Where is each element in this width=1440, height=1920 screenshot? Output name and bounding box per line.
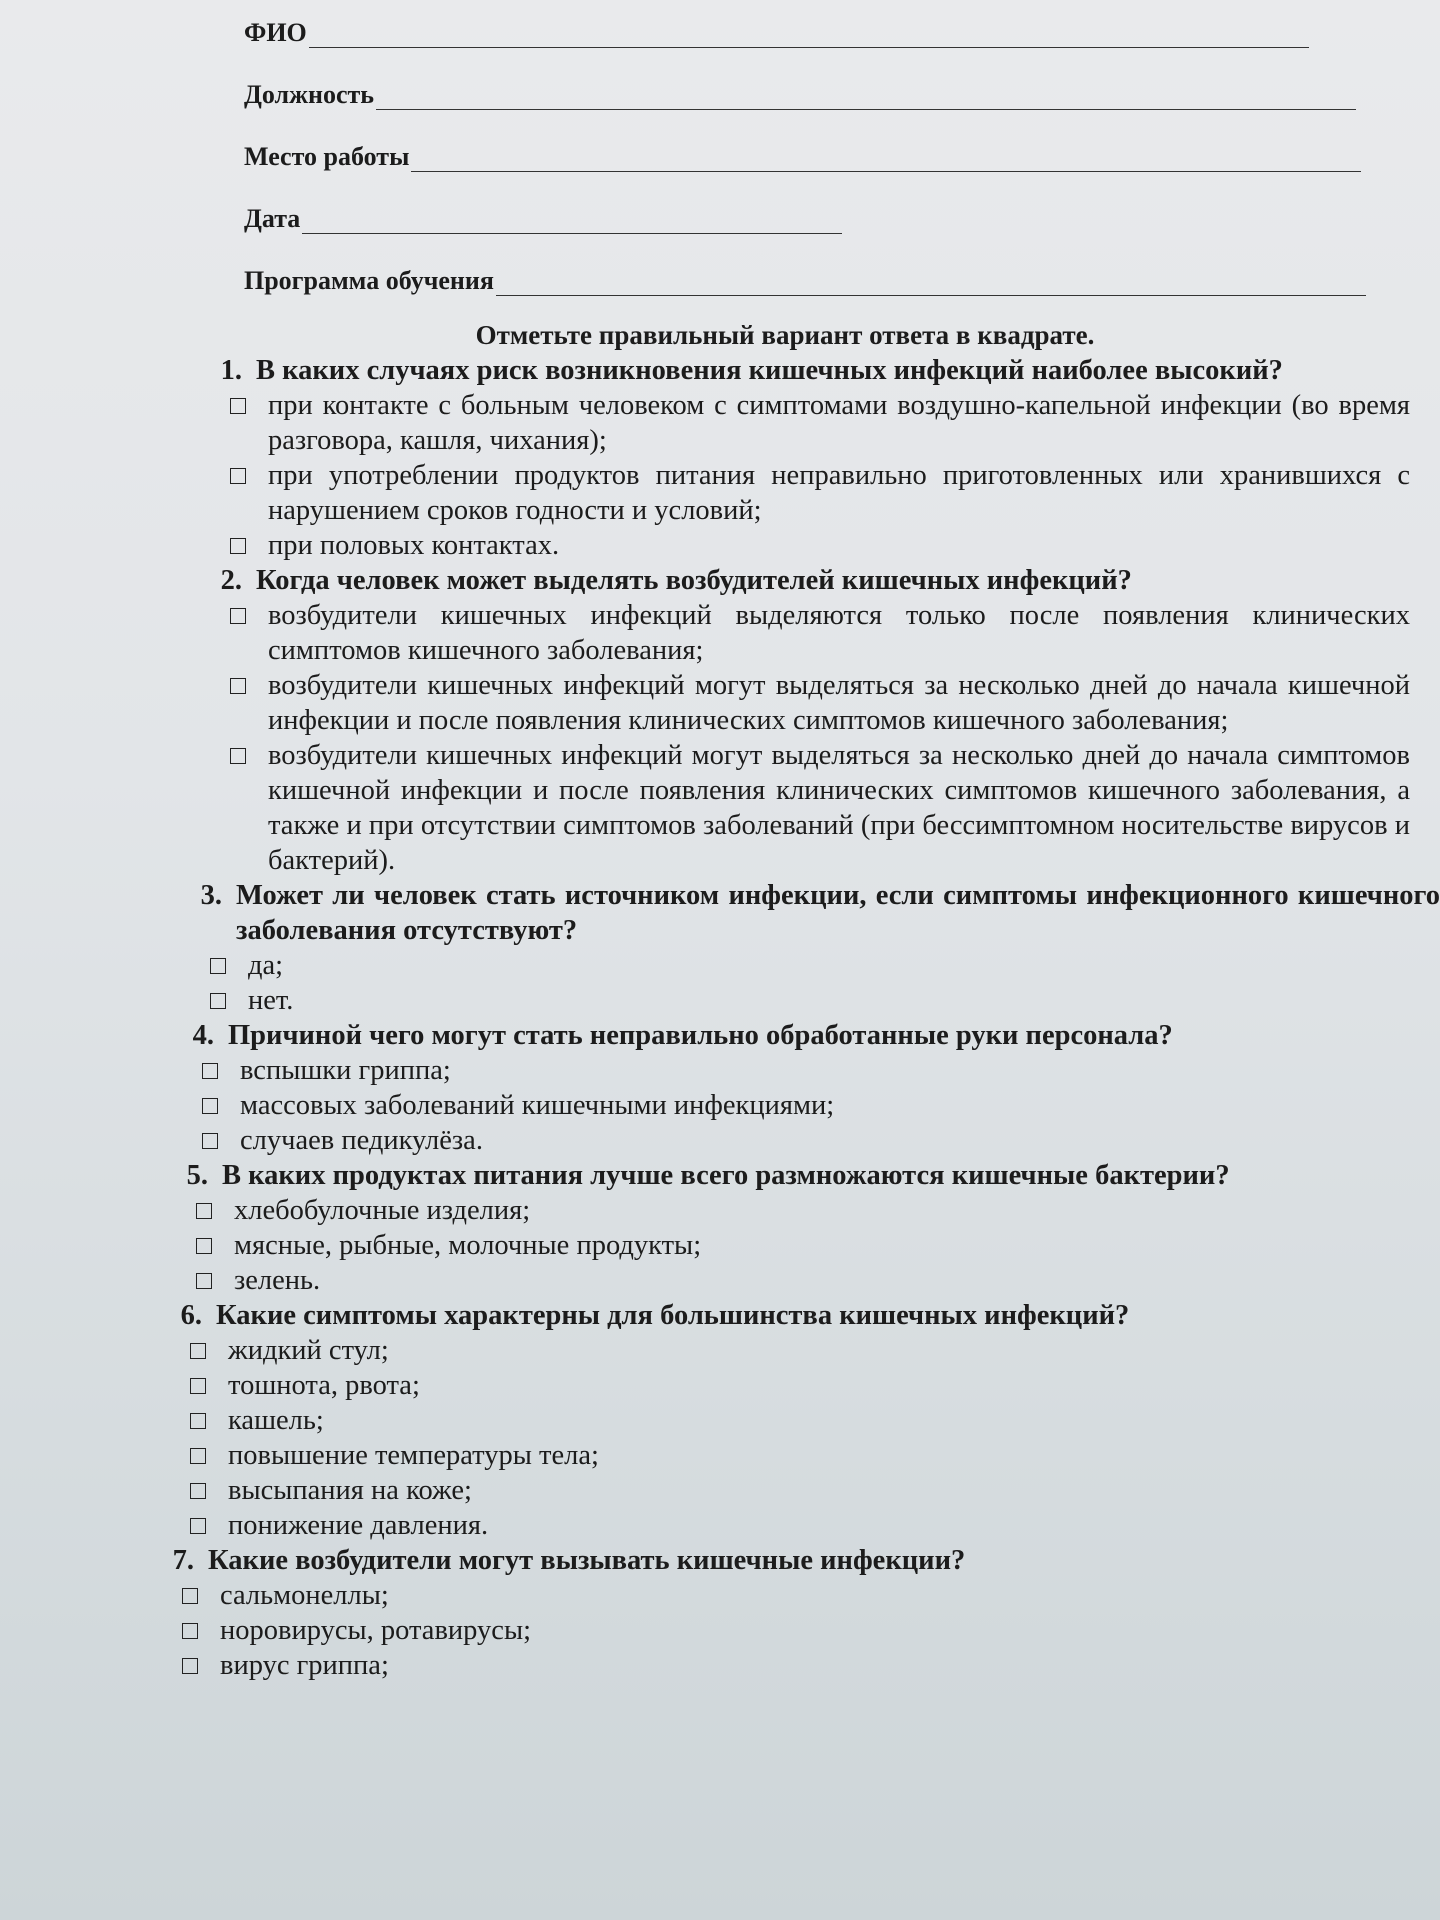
answer-option (160, 1438, 1260, 1473)
field-fio (244, 0, 1394, 48)
checkbox[interactable] (202, 1133, 218, 1149)
option-text: массовых заболеваний кишечными инфекциями; (240, 1090, 835, 1121)
question-heading (172, 1018, 1272, 1053)
field-label: Место работы (244, 142, 410, 171)
answer-option (172, 1123, 1272, 1158)
question-block (160, 1298, 1260, 1543)
checkbox[interactable] (190, 1413, 206, 1429)
question-number: 5. (186, 1160, 208, 1191)
checkbox[interactable] (230, 678, 246, 694)
checkbox[interactable] (230, 538, 246, 554)
test-content (160, 318, 1440, 1683)
option-text: зелень. (234, 1265, 321, 1296)
answer-option (166, 1228, 1266, 1263)
question-heading (200, 563, 1410, 598)
question-number: 1. (220, 355, 242, 386)
question-number: 3. (200, 880, 222, 911)
field-label: Программа обучения (244, 266, 494, 295)
answer-option (200, 458, 1410, 528)
checkbox[interactable] (190, 1448, 206, 1464)
fill-in-line[interactable] (411, 149, 1361, 172)
checkbox[interactable] (210, 958, 226, 974)
checkbox[interactable] (190, 1518, 206, 1534)
question-text: Какие возбудители могут вызывать кишечные инфекции? (208, 1545, 966, 1576)
option-text: тошнота, рвота; (228, 1370, 420, 1401)
checkbox[interactable] (182, 1588, 198, 1604)
question-heading (166, 1158, 1266, 1193)
question-block (180, 878, 1440, 1018)
option-text: понижение давления. (228, 1510, 489, 1541)
answer-option (180, 948, 1440, 983)
field-label: Дата (244, 204, 301, 233)
option-text: нет. (248, 985, 294, 1016)
option-text: при контакте с больным человеком с симптомами воздушно-капельной инфекции (во время разговора, кашля, чихания); (268, 390, 1410, 456)
checkbox[interactable] (190, 1378, 206, 1394)
answer-option (160, 1508, 1260, 1543)
answer-option (200, 528, 1410, 563)
option-text: при половых контактах. (268, 530, 560, 561)
fill-in-line[interactable] (302, 211, 842, 234)
option-text: возбудители кишечных инфекций могут выделяться за несколько дней до начала кишечной инфекции и после появления клинических симптомов кишечного заболевания; (268, 670, 1410, 736)
checkbox[interactable] (190, 1483, 206, 1499)
option-text: вирус гриппа; (220, 1650, 389, 1681)
question-text: Причиной чего могут стать неправильно обработанные руки персонала? (228, 1020, 1173, 1051)
checkbox[interactable] (230, 748, 246, 764)
question-number: 4. (192, 1020, 214, 1051)
answer-option (160, 1368, 1260, 1403)
question-block (172, 1018, 1272, 1158)
question-number: 7. (172, 1545, 194, 1576)
checkbox[interactable] (196, 1238, 212, 1254)
answer-option (160, 1473, 1260, 1508)
question-text: В каких продуктах питания лучше всего размножаются кишечные бактерии? (222, 1160, 1230, 1191)
field-date (244, 172, 1394, 234)
checkbox[interactable] (202, 1063, 218, 1079)
option-text: жидкий стул; (228, 1335, 389, 1366)
question-heading (152, 1543, 1252, 1578)
fill-in-line[interactable] (309, 25, 1309, 48)
answer-option (166, 1193, 1266, 1228)
field-label: ФИО (244, 18, 307, 47)
checkbox[interactable] (210, 993, 226, 1009)
option-text: кашель; (228, 1405, 324, 1436)
option-text: сальмонеллы; (220, 1580, 389, 1611)
question-number: 2. (220, 565, 242, 596)
question-text: Когда человек может выделять возбудителей кишечных инфекций? (256, 565, 1132, 596)
answer-option (152, 1578, 1252, 1613)
option-text: случаев педикулёза. (240, 1125, 483, 1156)
option-text: высыпания на коже; (228, 1475, 472, 1506)
checkbox[interactable] (182, 1623, 198, 1639)
answer-option (160, 1333, 1260, 1368)
option-text: хлебобулочные изделия; (234, 1195, 531, 1226)
answer-option (172, 1053, 1272, 1088)
field-workplace (244, 110, 1394, 172)
option-text: возбудители кишечных инфекций могут выделяться за несколько дней до начала симптомов кишечной инфекции и после появления клинических симптомов кишечного заболевания, а также и при отсутствии симптомов заболеваний (при бессимптомном носительстве вирусов и бактерий). (268, 740, 1410, 876)
question-block (152, 1543, 1252, 1683)
option-text: при употреблении продуктов питания неправильно приготовленных или хранившихся с нарушением сроков годности и условий; (268, 460, 1410, 526)
checkbox[interactable] (190, 1343, 206, 1359)
fill-in-line[interactable] (496, 273, 1366, 296)
question-heading (180, 878, 1440, 948)
header-fields (244, 0, 1394, 296)
field-position (244, 48, 1394, 110)
checkbox[interactable] (196, 1203, 212, 1219)
question-block (200, 353, 1410, 563)
answer-option (166, 1263, 1266, 1298)
option-text: да; (248, 950, 284, 981)
instruction: Отметьте правильный вариант ответа в квадрате. (475, 320, 1095, 350)
answer-option (152, 1648, 1252, 1683)
answer-option (200, 668, 1410, 738)
fill-in-line[interactable] (376, 87, 1356, 110)
question-block (166, 1158, 1266, 1298)
checkbox[interactable] (202, 1098, 218, 1114)
option-text: мясные, рыбные, молочные продукты; (234, 1230, 702, 1261)
question-text: Какие симптомы характерны для большинства кишечных инфекций? (216, 1300, 1130, 1331)
question-text: В каких случаях риск возникновения кишечных инфекций наиболее высокий? (256, 355, 1283, 386)
answer-option (160, 1403, 1260, 1438)
question-text: Может ли человек стать источником инфекции, если симптомы инфекционного кишечного заболевания отсутствуют? (236, 880, 1440, 946)
question-heading (200, 353, 1410, 388)
answer-option (200, 598, 1410, 668)
checkbox[interactable] (230, 468, 246, 484)
answer-option (200, 388, 1410, 458)
checkbox[interactable] (182, 1658, 198, 1674)
field-label: Должность (244, 80, 375, 109)
answer-option (200, 738, 1410, 878)
option-text: вспышки гриппа; (240, 1055, 451, 1086)
question-heading (160, 1298, 1260, 1333)
field-program (244, 234, 1394, 296)
option-text: повышение температуры тела; (228, 1440, 599, 1471)
option-text: норовирусы, ротавирусы; (220, 1615, 532, 1646)
answer-option (172, 1088, 1272, 1123)
question-number: 6. (180, 1300, 202, 1331)
checkbox[interactable] (230, 398, 246, 414)
question-block (200, 563, 1410, 878)
answer-option (152, 1613, 1252, 1648)
option-text: возбудители кишечных инфекций выделяются только после появления клинических симптомов кишечного заболевания; (268, 600, 1410, 666)
answer-option (180, 983, 1440, 1018)
checkbox[interactable] (230, 608, 246, 624)
checkbox[interactable] (196, 1273, 212, 1289)
